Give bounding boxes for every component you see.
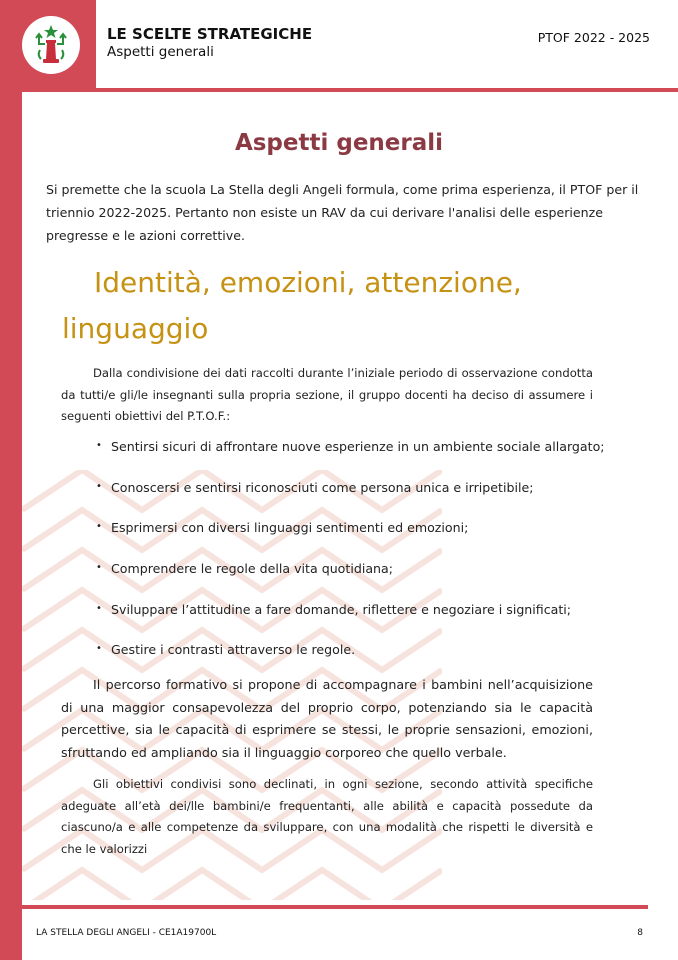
- bullet-icon: •: [96, 562, 102, 574]
- list-item: [96, 478, 636, 519]
- header-subtitle: Aspetti generali: [107, 44, 214, 60]
- formative-path-paragraph: Il percorso formativo si propone di accompagnare i bambini nell’acquisizione di una maggior consapevolezza del proprio corpo, potenziando sia le capacità percettive, sia le capacità di esprimere se stessi, le proprie sensazioni, emozioni, sfruttando ed ampliando sia il linguaggio corporeo che quello verbale.: [61, 677, 593, 760]
- footer-divider: [22, 905, 648, 909]
- bullet-icon: •: [96, 643, 102, 655]
- objectives-intro-paragraph: Dalla condivisione dei dati raccolti durante l’iniziale periodo di osservazione condotta da tutti/e gli/le insegnanti sulla propria sezione, il gruppo docenti ha deciso di assumere i seguenti obiettivi del P.T.O.F.:: [61, 366, 593, 423]
- school-logo: [22, 16, 80, 74]
- bullet-icon: •: [96, 480, 102, 492]
- objectives-list: [96, 437, 636, 681]
- list-item-text: Comprendere le regole della vita quotidiana;: [111, 561, 393, 577]
- list-item-text: Sviluppare l’attitudine a fare domande, riflettere e negoziare i significati;: [111, 601, 572, 617]
- footer-school-name: LA STELLA DEGLI ANGELI - CE1A19700L: [36, 928, 217, 938]
- list-item: [96, 559, 636, 600]
- header-divider: [96, 88, 678, 92]
- list-item: [96, 600, 636, 641]
- list-item-text: Gestire i contrasti attraverso le regole.: [111, 642, 356, 658]
- page-number: 8: [637, 928, 643, 938]
- list-item: [96, 437, 636, 478]
- section-title: Identità, emozioni, attenzione, linguaggio: [62, 266, 522, 345]
- logo-block: [0, 0, 96, 92]
- list-item-text: Sentirsi sicuri di affrontare nuove esperienze in un ambiente sociale allargato;: [111, 439, 605, 454]
- list-item-text: Esprimersi con diversi linguaggi sentimenti ed emozioni;: [111, 520, 469, 536]
- page-header: [0, 0, 678, 92]
- header-title: LE SCELTE STRATEGICHE: [107, 25, 313, 43]
- document-label: PTOF 2022 - 2025: [537, 30, 650, 45]
- list-item-text: Conoscersi e sentirsi riconosciuti come persona unica e irripetibile;: [111, 479, 534, 495]
- bullet-icon: •: [96, 440, 102, 451]
- page-title: Aspetti generali: [234, 130, 444, 156]
- bullet-icon: •: [96, 521, 102, 533]
- bullet-icon: •: [96, 602, 102, 614]
- shared-objectives-paragraph: Gli obiettivi condivisi sono declinati, in ogni sezione, secondo attività specifiche adeguate all’età dei/lle bambini/e frequentanti, alle abilità e capacità possedute da ciascuno/a e alle competenze da sviluppare, con una modalità che rispetti le diversità e che le valorizzi: [61, 777, 593, 856]
- school-logo-icon: [22, 16, 80, 74]
- intro-paragraph: Si premette che la scuola La Stella degli Angeli formula, come prima esperienza, il PTOF per il triennio 2022-2025. Pertanto non esiste un RAV da cui derivare l'analisi delle esperienze pregresse e le azioni correttive.: [46, 182, 639, 243]
- list-item: [96, 518, 636, 559]
